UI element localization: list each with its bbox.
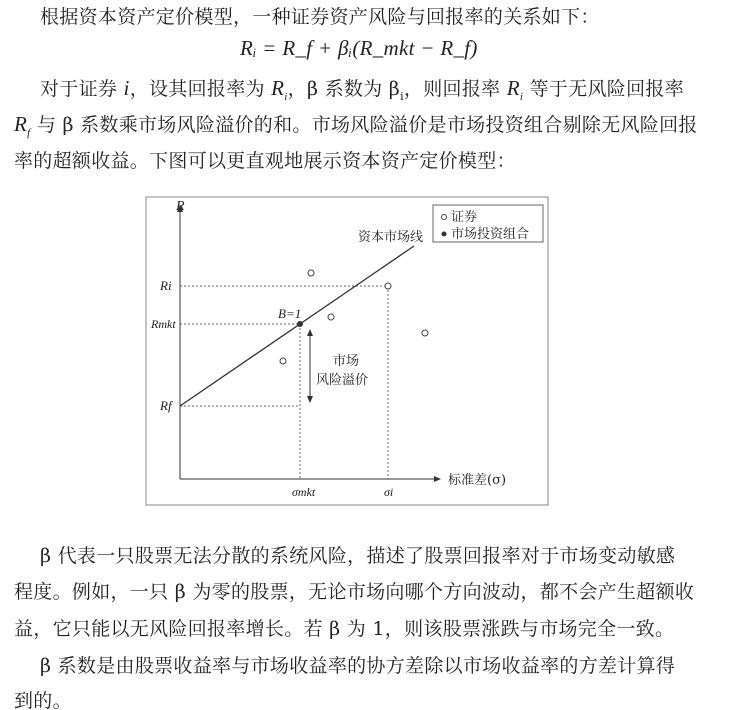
x-axis-label: 标准差(σ) (448, 473, 507, 488)
legend-item: 市场投资组合 (451, 227, 530, 242)
y-axis-label: R (176, 199, 185, 214)
y-tick-rmkt: Rmkt (151, 317, 176, 331)
cml-label: 资本市场线 (358, 230, 424, 245)
intro-line: 根据资本资产定价模型，一种证券资产风险与回报率的关系如下： (40, 6, 600, 28)
capital-market-line (180, 246, 414, 406)
paragraph-line: β 代表一只股票无法分散的系统风险，描述了股票回报率对于市场变动敏感 (40, 545, 676, 567)
legend-item: 证券 (451, 210, 478, 225)
security-point (385, 283, 391, 289)
paragraph-line: 到的。 (14, 690, 72, 710)
legend-open-circle-icon (442, 215, 447, 220)
x-tick-si: σi (384, 485, 394, 499)
securities (280, 270, 428, 364)
security-point (308, 270, 314, 276)
paragraph-line: 益，它只能以无风险回报率增长。若 β 为 1，则该股票涨跌与市场完全一致。 (14, 618, 675, 640)
chart-frame (146, 197, 548, 505)
premium-label: 市场 (333, 354, 360, 369)
security-point (328, 314, 334, 320)
paragraph-line: 程度。例如，一只 β 为零的股票，无论市场向哪个方向波动，都不会产生超额收 (14, 581, 695, 603)
capm-formula: Rᵢ = R_f + βᵢ(R_mkt − R_f) (240, 36, 478, 60)
paragraph-line: 对于证券 i，设其回报率为 $R_i$，β 系数为 $\beta_i$，则回报率 $R_i$ 等于无风险回报率 (40, 76, 685, 104)
y-tick-ri: Ri (160, 278, 172, 293)
security-point (280, 358, 286, 364)
security-point (422, 330, 428, 336)
paragraph-line: β 系数是由股票收益率与市场收益率的协方差除以市场收益率的方差计算得 (40, 655, 676, 677)
beta-label: B=1 (278, 306, 302, 321)
x-tick-smkt: σmkt (292, 485, 316, 499)
paragraph-line: $R_f$ 与 β 系数乘市场风险溢价的和。市场风险溢价是市场投资组合剔除无风险回报 (14, 112, 698, 140)
premium-label: 风险溢价 (316, 373, 369, 388)
paragraph-line: 率的超额收益。下图可以更直观地展示资本资产定价模型： (14, 150, 516, 172)
legend-filled-circle-icon (442, 232, 447, 237)
market-portfolio-point (297, 321, 303, 327)
y-tick-rf: Rf (160, 398, 172, 413)
